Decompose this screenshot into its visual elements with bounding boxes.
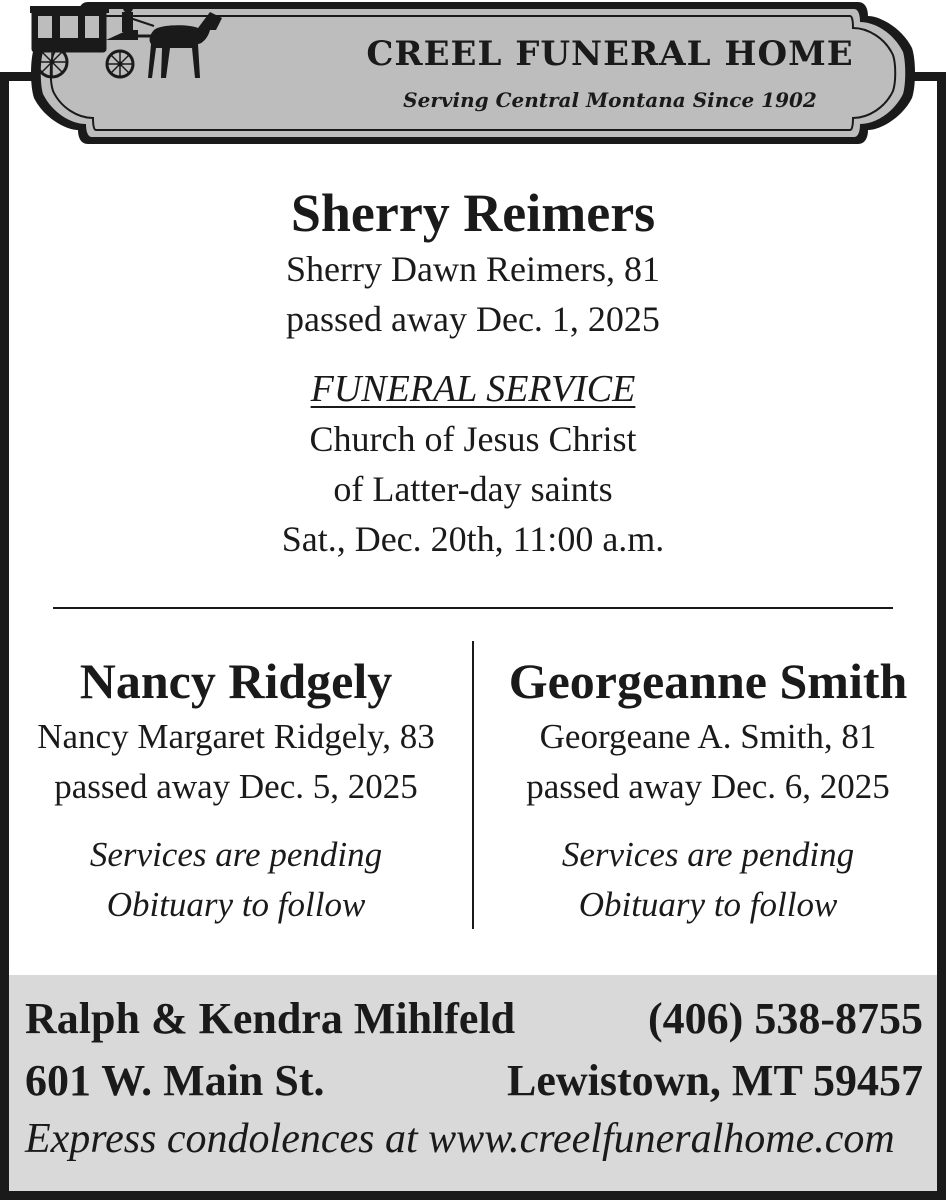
full-name-age: Georgeane A. Smith, 81	[539, 717, 877, 756]
service-status: Services are pending	[89, 835, 383, 874]
obituary-note: Obituary to follow	[578, 885, 838, 924]
business-tagline: Serving Central Montana Since 1902	[403, 88, 817, 112]
service-line: of Latter-day saints	[333, 469, 613, 509]
obituary-card	[478, 650, 938, 930]
column-divider	[472, 641, 474, 929]
service-heading: FUNERAL SERVICE	[310, 368, 636, 410]
city-state-zip: Lewistown, MT 59457	[507, 1056, 923, 1105]
owners-name: Ralph & Kendra Mihlfeld	[25, 994, 516, 1043]
contact-footer	[9, 975, 937, 1191]
service-line: Sat., Dec. 20th, 11:00 a.m.	[281, 519, 665, 559]
passed-date: passed away Dec. 5, 2025	[54, 767, 418, 806]
service-status: Services are pending	[561, 835, 855, 874]
passed-date: passed away Dec. 6, 2025	[526, 767, 890, 806]
full-name-age: Sherry Dawn Reimers, 81	[286, 249, 660, 289]
passed-date: passed away Dec. 1, 2025	[286, 299, 660, 339]
phone-number: (406) 538-8755	[648, 994, 923, 1043]
deceased-name: Georgeanne Smith	[508, 653, 908, 709]
header-banner	[30, 0, 916, 146]
obituary-card	[10, 650, 462, 930]
featured-obituary	[0, 182, 946, 564]
obituary-note: Obituary to follow	[106, 885, 366, 924]
street-address: 601 W. Main St.	[25, 1056, 325, 1105]
deceased-name: Sherry Reimers	[290, 183, 656, 243]
business-name: CREEL FUNERAL HOME	[366, 34, 854, 74]
service-line: Church of Jesus Christ	[309, 419, 637, 459]
deceased-name: Nancy Ridgely	[79, 653, 393, 709]
full-name-age: Nancy Margaret Ridgely, 83	[37, 717, 435, 756]
horse-drawn-hearse-icon	[30, 0, 230, 82]
condolences-website: Express condolences at www.creelfuneralhome.com	[25, 1116, 895, 1162]
section-divider	[53, 607, 893, 609]
